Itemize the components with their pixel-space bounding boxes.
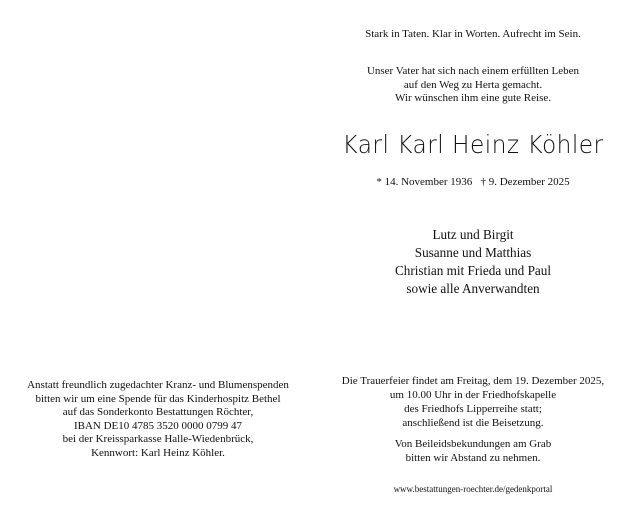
ceremony-line: Die Trauerfeier findet am Freitag, dem 19. Dezember 2025, [341,375,605,387]
ceremony-text [316,374,630,430]
deceased-name-wrap [316,130,630,159]
deceased-name: Karl Karl Heinz Köhler [342,130,604,159]
condolence-line: bitten wir Abstand zu nehmen. [405,452,541,464]
ceremony-line: des Friedhofs Lipperreihe statt; [404,403,542,415]
mourner: Christian mit Frieda und Paul [394,263,552,278]
ceremony-line: um 10.00 Uhr in der Friedhofskapelle [389,389,557,401]
donation-line: auf das Sonderkonto Bestattungen Röchter, [62,406,254,418]
donation-line: Kennwort: Karl Heinz Köhler. [91,446,225,459]
motto: Stark in Taten. Klar in Worten. Aufrecht im Sein. [365,28,581,40]
memorial-portal-link[interactable]: www.bestattungen-roechter.de/gedenkportal [393,484,553,494]
condolence-text [316,437,630,465]
mourner: sowie alle Anverwandten [406,281,540,296]
condolence-line: Von Beileidsbekundungen am Grab [394,438,552,450]
donation-line: IBAN DE10 4785 3520 0000 0799 47 [73,419,243,432]
mourners-list [316,226,630,298]
mourner: Susanne und Matthias [414,245,532,260]
ceremony-line: anschließend ist die Beisetzung. [402,417,544,429]
donation-text [0,379,316,460]
donation-line: bitten wir um eine Spende für das Kinderhospitz Bethel [35,392,281,405]
intro-text [316,65,630,106]
mourner: Lutz und Birgit [432,227,514,242]
intro-line: auf den Weg zu Herta gemacht. [403,78,543,91]
donation-line: bei der Kreissparkasse Halle-Wiedenbrück, [62,433,254,445]
intro-line: Unser Vater hat sich nach einem erfüllten Leben [366,65,580,77]
intro-line: Wir wünschen ihm eine gute Reise. [395,92,551,104]
life-dates: * 14. November 1936 † 9. Dezember 2025 [376,176,570,188]
right-page [316,0,630,506]
donation-line: Anstatt freundlich zugedachter Kranz- und Blumenspenden [27,379,289,391]
